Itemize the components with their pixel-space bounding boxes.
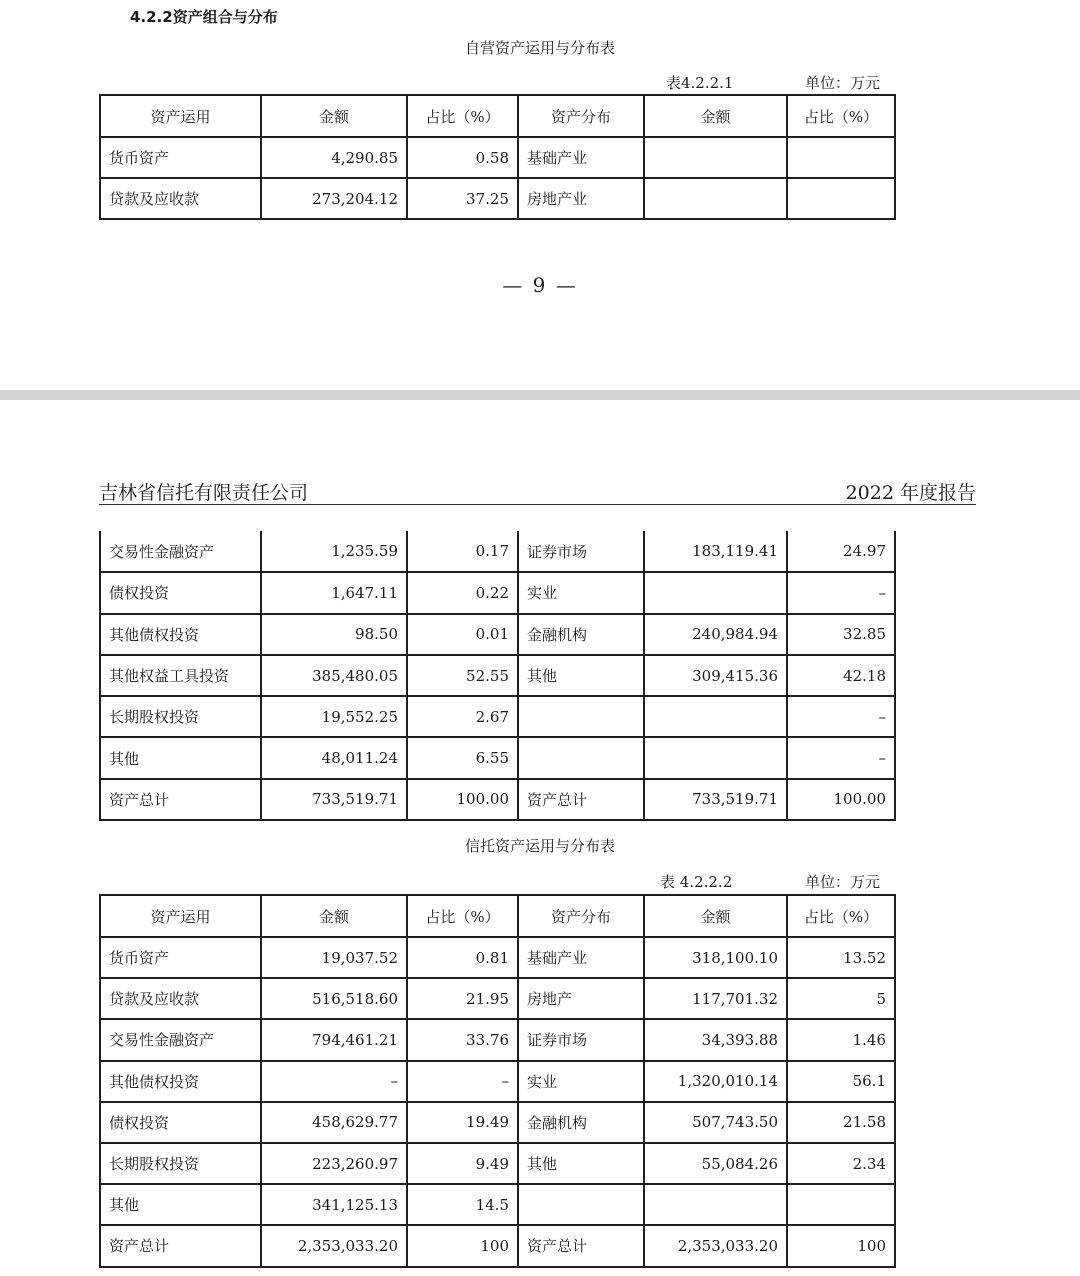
table-cell: 273,204.12 [261, 178, 407, 219]
table1-part2 [99, 531, 896, 821]
table-cell [644, 737, 787, 778]
table-row [100, 137, 895, 178]
table-cell: 516,518.60 [261, 978, 407, 1019]
table-row [100, 978, 895, 1019]
table-cell: 309,415.36 [644, 655, 787, 696]
table-cell: 385,480.05 [261, 655, 407, 696]
table-cell: 0.22 [407, 572, 518, 613]
table-cell: 0.01 [407, 614, 518, 655]
table-cell: 交易性金融资产 [100, 1019, 261, 1060]
table-cell: 其他债权投资 [100, 614, 261, 655]
table-cell: 19,552.25 [261, 696, 407, 737]
table-cell: 1.46 [787, 1019, 895, 1060]
header-ratio: 占比（%） [407, 895, 518, 937]
table-cell: 223,260.97 [261, 1143, 407, 1184]
header-amount: 金额 [644, 95, 787, 137]
table-header-row [100, 895, 895, 937]
table-cell: 货币资产 [100, 937, 261, 978]
table-cell: 金融机构 [518, 614, 644, 655]
table-row [100, 1143, 895, 1184]
table-cell: 4,290.85 [261, 137, 407, 178]
table-row [100, 655, 895, 696]
table-cell: 6.55 [407, 737, 518, 778]
table-cell: 其他 [518, 655, 644, 696]
table-cell: 其他 [100, 1184, 261, 1225]
table-cell: 其他 [518, 1143, 644, 1184]
table-cell: 98.50 [261, 614, 407, 655]
header-ratio: 占比（%） [787, 95, 895, 137]
table-cell: 9.49 [407, 1143, 518, 1184]
section-heading: 4.2.2资产组合与分布 [130, 8, 278, 26]
table-cell [518, 737, 644, 778]
table-cell: 房地产业 [518, 178, 644, 219]
table-cell: 2.34 [787, 1143, 895, 1184]
table-cell: 资产总计 [100, 779, 261, 820]
table-cell: 24.97 [787, 531, 895, 572]
header-amount: 金额 [261, 895, 407, 937]
table-cell: 贷款及应收款 [100, 978, 261, 1019]
table2-unit: 单位：万元 [805, 873, 881, 891]
table-cell [787, 1184, 895, 1225]
table-cell: 1,235.59 [261, 531, 407, 572]
table-cell: 33.76 [407, 1019, 518, 1060]
table-row [100, 572, 895, 613]
table-cell: 183,119.41 [644, 531, 787, 572]
table-cell [644, 1184, 787, 1225]
table-cell: 实业 [518, 1061, 644, 1102]
table1-number: 表4.2.2.1 [666, 74, 734, 92]
table-cell: 100 [787, 1225, 895, 1266]
table-cell: 100 [407, 1225, 518, 1266]
table-cell: – [787, 572, 895, 613]
table-row [100, 1184, 895, 1225]
table-cell: 56.1 [787, 1061, 895, 1102]
table-cell: 实业 [518, 572, 644, 613]
running-header-report: 2022 年度报告 [845, 482, 976, 504]
table-cell: 其他 [100, 737, 261, 778]
table-cell: 交易性金融资产 [100, 531, 261, 572]
table-cell: 资产总计 [100, 1225, 261, 1266]
table-row [100, 696, 895, 737]
header-asset-use: 资产运用 [100, 895, 261, 937]
table-cell [644, 572, 787, 613]
header-amount: 金额 [644, 895, 787, 937]
table-cell: 2,353,033.20 [261, 1225, 407, 1266]
table-cell: 债权投资 [100, 572, 261, 613]
table2 [99, 894, 896, 1268]
table-row [100, 531, 895, 572]
table-cell: 货币资产 [100, 137, 261, 178]
header-asset-use: 资产运用 [100, 95, 261, 137]
table-cell: – [407, 1061, 518, 1102]
table-row [100, 737, 895, 778]
table-row [100, 1061, 895, 1102]
table-cell: 其他权益工具投资 [100, 655, 261, 696]
table-cell [644, 178, 787, 219]
table-cell: 733,519.71 [261, 779, 407, 820]
table-cell: 48,011.24 [261, 737, 407, 778]
table-cell: 733,519.71 [644, 779, 787, 820]
table-header-row [100, 95, 895, 137]
table-cell: 长期股权投资 [100, 696, 261, 737]
table-row [100, 1019, 895, 1060]
table-cell [787, 178, 895, 219]
header-ratio: 占比（%） [787, 895, 895, 937]
table-cell: 房地产 [518, 978, 644, 1019]
table-row [100, 779, 895, 820]
table-row [100, 614, 895, 655]
table-cell: 19,037.52 [261, 937, 407, 978]
table-cell: 0.58 [407, 137, 518, 178]
table-cell: 318,100.10 [644, 937, 787, 978]
table-cell: 21.95 [407, 978, 518, 1019]
table2-title: 信托资产运用与分布表 [464, 837, 615, 855]
table-cell: 2,353,033.20 [644, 1225, 787, 1266]
table-cell: 5 [787, 978, 895, 1019]
table-cell: 证券市场 [518, 531, 644, 572]
table-row [100, 937, 895, 978]
table-cell: – [261, 1061, 407, 1102]
table-cell [644, 696, 787, 737]
table-cell: 55,084.26 [644, 1143, 787, 1184]
table-cell: 240,984.94 [644, 614, 787, 655]
header-ratio: 占比（%） [407, 95, 518, 137]
table-cell: 其他债权投资 [100, 1061, 261, 1102]
table-cell: 基础产业 [518, 137, 644, 178]
page-number: — 9 — [502, 273, 578, 297]
table-cell: 基础产业 [518, 937, 644, 978]
table-cell: 100.00 [407, 779, 518, 820]
table-cell: 458,629.77 [261, 1102, 407, 1143]
table-cell: 债权投资 [100, 1102, 261, 1143]
table-cell: 37.25 [407, 178, 518, 219]
table-cell: 长期股权投资 [100, 1143, 261, 1184]
table-cell: 19.49 [407, 1102, 518, 1143]
table-cell: 证券市场 [518, 1019, 644, 1060]
table-cell [518, 696, 644, 737]
table-cell [787, 137, 895, 178]
header-amount: 金额 [261, 95, 407, 137]
header-rule [99, 504, 976, 505]
table1-unit: 单位：万元 [805, 74, 881, 92]
table-cell: 794,461.21 [261, 1019, 407, 1060]
table-cell: 52.55 [407, 655, 518, 696]
table-cell: 1,647.11 [261, 572, 407, 613]
table-row [100, 178, 895, 219]
table-cell: 13.52 [787, 937, 895, 978]
table-cell [644, 137, 787, 178]
page-separator [0, 390, 1080, 400]
table-cell: 117,701.32 [644, 978, 787, 1019]
table-cell: 34,393.88 [644, 1019, 787, 1060]
table1-title: 自营资产运用与分布表 [464, 39, 615, 57]
table-cell: 资产总计 [518, 779, 644, 820]
table-cell: 14.5 [407, 1184, 518, 1225]
table-cell: 32.85 [787, 614, 895, 655]
table-cell: 贷款及应收款 [100, 178, 261, 219]
table-cell: 资产总计 [518, 1225, 644, 1266]
table-cell: 0.81 [407, 937, 518, 978]
table2-number: 表 4.2.2.2 [660, 873, 733, 891]
table-cell: 507,743.50 [644, 1102, 787, 1143]
table-cell: – [787, 696, 895, 737]
table-cell: 2.67 [407, 696, 518, 737]
table-cell: 100.00 [787, 779, 895, 820]
table-row [100, 1102, 895, 1143]
table-cell [518, 1184, 644, 1225]
table-cell: 21.58 [787, 1102, 895, 1143]
table-row [100, 1225, 895, 1266]
table-cell: 金融机构 [518, 1102, 644, 1143]
running-header-company: 吉林省信托有限责任公司 [99, 482, 309, 504]
table1-part1 [99, 94, 896, 220]
header-asset-distribution: 资产分布 [518, 895, 644, 937]
table-cell: 0.17 [407, 531, 518, 572]
table-cell: – [787, 737, 895, 778]
header-asset-distribution: 资产分布 [518, 95, 644, 137]
table-cell: 42.18 [787, 655, 895, 696]
table-cell: 1,320,010.14 [644, 1061, 787, 1102]
table-cell: 341,125.13 [261, 1184, 407, 1225]
